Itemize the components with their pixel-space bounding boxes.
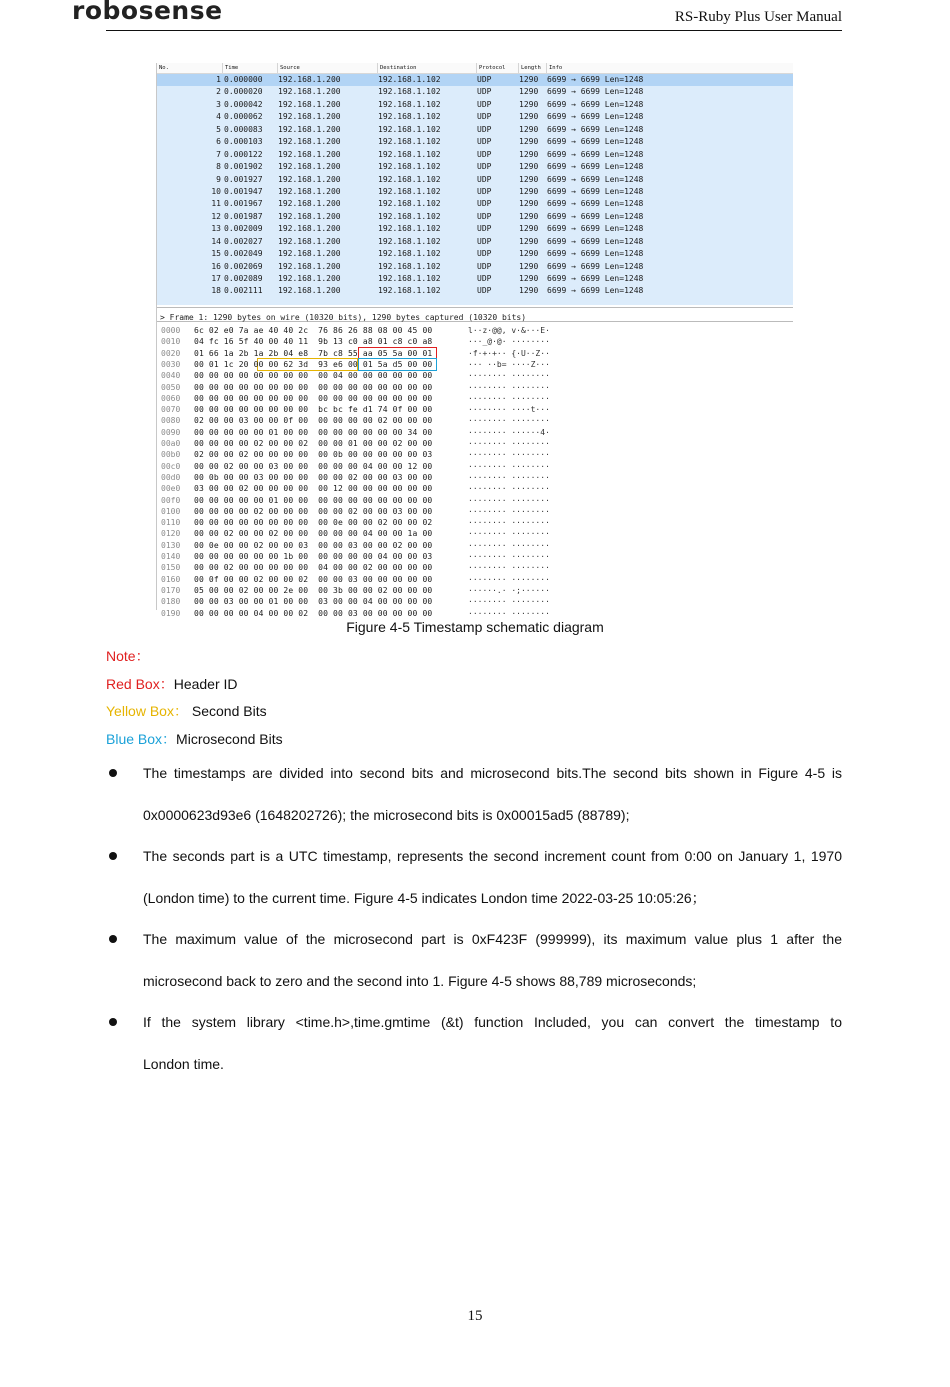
hex-offset: 0050 [161,382,181,392]
hex-ascii: ········ ········ [468,472,550,482]
bullet-line: The maximum value of the microsecond part is 0xF423F (999999), its maximum value plus 1 after the [143,931,842,947]
packet-protocol: UDP [477,149,492,159]
packet-destination: 192.168.1.102 [378,99,441,109]
packet-destination: 192.168.1.102 [378,211,441,221]
packet-info: 6699 → 6699 Len=1248 [547,112,644,122]
hex-ascii: ········ ········ [468,495,550,505]
figure-caption: Figure 4-5 Timestamp schematic diagram [346,619,604,635]
hex-bytes: 00 0e 00 00 02 00 00 03 00 00 03 00 00 02 00 00 [194,540,433,550]
packet-source: 192.168.1.200 [278,99,341,109]
column-header-destination: Destination [378,63,477,73]
hex-offset: 0060 [161,393,181,403]
bullet-line: 0x0000623d93e6 (1648202726); the microsecond bits is 0x00015ad5 (88789); [143,807,630,823]
packet-source: 192.168.1.200 [278,149,341,159]
hex-ascii: l··z·@@, v·&···E· [468,326,550,335]
packet-no: 15 [211,249,221,259]
hex-row [157,551,793,562]
hex-offset: 0090 [161,427,181,437]
hex-ascii: ········ ········ [468,461,550,471]
note-blue-box [106,730,283,748]
packet-source: 192.168.1.200 [278,286,341,296]
note-yellow-box [106,702,267,720]
hex-bytes: 00 00 00 00 02 00 00 00 00 00 02 00 00 03 00 00 [194,506,433,516]
packet-protocol: UDP [477,112,492,122]
packet-no: 18 [211,286,221,296]
packet-length: 1290 [519,274,539,283]
packet-protocol: UDP [477,211,492,221]
packet-source: 192.168.1.200 [278,186,341,196]
packet-row[interactable] [157,136,793,148]
packet-time: 0.000042 [224,99,263,109]
hex-ascii: ··· ··b= ····Z··· [468,359,550,369]
hex-row [157,528,793,539]
note-yellow-label: Yellow Box： [106,703,188,719]
hex-offset: 0020 [161,348,181,358]
hex-row [157,370,793,381]
packet-destination: 192.168.1.102 [378,174,441,184]
packet-info: 6699 → 6699 Len=1248 [547,199,644,209]
packet-no: 14 [211,236,221,246]
packet-length: 1290 [519,186,539,196]
hex-row [157,562,793,573]
packet-destination: 192.168.1.102 [378,87,441,97]
bullet-line: The seconds part is a UTC timestamp, represents the second increment count from 0:00 on January 1, 1970 [143,848,842,864]
packet-time: 0.001967 [224,199,263,209]
hex-offset: 0080 [161,416,181,426]
hex-bytes: 00 00 00 00 00 00 00 00 bc bc fe d1 74 0f 00 00 [194,405,433,415]
hex-bytes: 00 0f 00 00 02 00 00 02 00 00 03 00 00 00 00 00 [194,574,433,584]
hex-ascii: ········ ········ [468,574,550,584]
packet-row[interactable] [157,124,793,136]
packet-no: 2 [216,87,221,97]
packet-no: 17 [211,274,221,283]
packet-protocol: UDP [477,75,492,84]
packet-row[interactable] [157,86,793,98]
note-blue-text: Microsecond Bits [176,731,283,747]
packet-time: 0.001947 [224,186,263,196]
hex-bytes: 00 00 00 00 00 00 1b 00 00 00 00 00 04 00 00 03 [194,552,433,561]
packet-source: 192.168.1.200 [278,75,341,84]
hex-offset: 0030 [161,359,181,369]
hex-row [157,596,793,607]
packet-destination: 192.168.1.102 [378,112,441,122]
packet-length: 1290 [519,87,539,97]
packet-no: 11 [211,199,221,209]
packet-length: 1290 [519,224,539,234]
robosense-logo: robosense [72,0,223,25]
hex-bytes: 04 fc 16 5f 40 00 40 11 9b 13 c0 a8 01 c8 c0 a8 [194,337,433,347]
hex-bytes: 6c 02 e0 7a ae 40 40 2c 76 86 26 88 08 00 45 00 [194,326,433,335]
packet-info: 6699 → 6699 Len=1248 [547,286,644,296]
hex-ascii: ········ ········ [468,608,550,618]
packet-info: 6699 → 6699 Len=1248 [547,87,644,97]
hex-ascii: ········ ········ [468,416,550,426]
hex-offset: 0120 [161,529,181,539]
hex-offset: 0180 [161,597,181,607]
hex-ascii: ········ ········ [468,552,550,561]
hex-bytes: 00 00 02 00 00 00 00 00 04 00 00 02 00 00 00 00 [194,563,433,573]
packet-length: 1290 [519,75,539,84]
packet-destination: 192.168.1.102 [378,224,441,234]
packet-length: 1290 [519,261,539,271]
packet-source: 192.168.1.200 [278,261,341,271]
hex-offset: 00d0 [161,472,181,482]
packet-protocol: UDP [477,174,492,184]
hex-row [157,348,793,359]
packet-no: 13 [211,224,221,234]
packet-protocol: UDP [477,137,492,147]
packet-protocol: UDP [477,162,492,172]
packet-info: 6699 → 6699 Len=1248 [547,186,644,196]
packet-length: 1290 [519,174,539,184]
wireshark-capture-figure [156,63,793,618]
hex-offset: 0040 [161,371,181,381]
packet-row[interactable] [157,261,793,273]
packet-destination: 192.168.1.102 [378,236,441,246]
hex-row [157,359,793,370]
packet-row[interactable] [157,174,793,186]
packet-no: 4 [216,112,221,122]
packet-no: 8 [216,162,221,172]
packet-row[interactable] [157,236,793,248]
packet-time: 0.000020 [224,87,263,97]
packet-row[interactable] [157,211,793,223]
packet-time: 0.000062 [224,112,263,122]
packet-destination: 192.168.1.102 [378,274,441,283]
packet-source: 192.168.1.200 [278,112,341,122]
packet-time: 0.000083 [224,124,263,134]
hex-ascii: ········ ········ [468,597,550,607]
hex-bytes: 00 00 00 00 00 00 00 00 00 0e 00 00 02 00 00 02 [194,518,433,528]
hex-offset: 00c0 [161,461,181,471]
column-header-time: Time [223,63,278,73]
packet-row[interactable] [157,198,793,210]
packet-source: 192.168.1.200 [278,236,341,246]
packet-time: 0.000122 [224,149,263,159]
hex-offset: 0150 [161,563,181,573]
packet-source: 192.168.1.200 [278,199,341,209]
hex-bytes: 00 00 00 00 02 00 00 02 00 00 01 00 00 02 00 00 [194,439,433,448]
packet-time: 0.002089 [224,274,263,283]
note-title: Note： [106,648,150,664]
bullet-line: The timestamps are divided into second bits and microsecond bits.The second bits shown in Figure 4-5 is [143,765,842,781]
packet-info: 6699 → 6699 Len=1248 [547,236,644,246]
packet-source: 192.168.1.200 [278,162,341,172]
hex-ascii: ········ ········ [468,529,550,539]
packet-no: 1 [216,75,221,84]
packet-protocol: UDP [477,87,492,97]
bullet-dot-icon [109,935,117,943]
packet-info: 6699 → 6699 Len=1248 [547,174,644,184]
packet-length: 1290 [519,286,539,296]
packet-length: 1290 [519,99,539,109]
packet-no: 7 [216,149,221,159]
hex-ascii: ···_@·@· ········ [468,337,550,347]
note-red-box [106,675,238,693]
packet-time: 0.002049 [224,249,263,259]
packet-time: 0.001902 [224,162,263,172]
hex-offset: 00e0 [161,484,181,494]
column-header-source: Source [278,63,378,73]
packet-length: 1290 [519,236,539,246]
note-blue-label: Blue Box： [106,731,177,747]
hex-offset: 0190 [161,608,181,618]
packet-info: 6699 → 6699 Len=1248 [547,261,644,271]
column-header-no: No. [157,63,223,73]
hex-bytes: 00 00 00 00 04 00 00 02 00 00 03 00 00 00 00 00 [194,608,433,618]
packet-row[interactable] [157,186,793,198]
hex-bytes: 00 0b 00 00 03 00 00 00 00 00 02 00 00 03 00 00 [194,472,433,482]
hex-offset: 0000 [161,326,181,335]
hex-offset: 0010 [161,337,181,347]
hex-row [157,461,793,472]
hex-offset: 0070 [161,405,181,415]
packet-info: 6699 → 6699 Len=1248 [547,211,644,221]
packet-length: 1290 [519,199,539,209]
hex-bytes: 00 00 02 00 00 02 00 00 00 00 00 04 00 00 1a 00 [194,529,433,539]
packet-source: 192.168.1.200 [278,174,341,184]
hex-bytes: 05 00 00 02 00 00 2e 00 00 3b 00 00 02 00 00 00 [194,585,433,595]
packet-time: 0.001927 [224,174,263,184]
packet-row[interactable] [157,99,793,111]
packet-no: 6 [216,137,221,147]
hex-row [157,608,793,619]
bullet-line: If the system library <time.h>,time.gmtime (&t) function Included, you can convert the timestamp to [143,1014,842,1030]
page-number: 15 [467,1308,483,1324]
hex-ascii: ······.· ·;······ [468,585,550,595]
hex-row [157,449,793,460]
packet-no: 12 [211,211,221,221]
note-red-label: Red Box： [106,676,174,692]
packet-length: 1290 [519,249,539,259]
packet-source: 192.168.1.200 [278,274,341,283]
bullet-line: (London time) to the current time. Figure 4-5 indicates London time 2022-03-25 10:05:26； [143,890,706,906]
packet-info: 6699 → 6699 Len=1248 [547,99,644,109]
hex-ascii: ········ ········ [468,450,550,460]
hex-bytes: 02 00 00 03 00 00 0f 00 00 00 00 00 02 00 00 00 [194,416,433,426]
packet-length: 1290 [519,112,539,122]
packet-time: 0.002009 [224,224,263,234]
hex-offset: 0140 [161,552,181,561]
bullet-line: London time. [143,1056,224,1072]
hex-offset: 0110 [161,518,181,528]
packet-destination: 192.168.1.102 [378,137,441,147]
hex-ascii: ········ ········ [468,371,550,381]
column-header-protocol: Protocol [477,63,519,73]
packet-info: 6699 → 6699 Len=1248 [547,224,644,234]
hex-row [157,382,793,393]
packet-list [157,74,793,305]
hex-offset: 0170 [161,585,181,595]
packet-row[interactable] [157,285,793,297]
packet-length: 1290 [519,211,539,221]
hex-bytes: 02 00 00 02 00 00 00 00 00 0b 00 00 00 00 00 03 [194,450,433,460]
packet-source: 192.168.1.200 [278,87,341,97]
packet-protocol: UDP [477,249,492,259]
packet-destination: 192.168.1.102 [378,199,441,209]
hex-ascii: ········ ········ [468,518,550,528]
hex-dump-pane [157,322,793,618]
packet-protocol: UDP [477,286,492,296]
packet-length: 1290 [519,149,539,159]
packet-detail-line: > Frame 1: 1290 bytes on wire (10320 bits), 1290 bytes captured (10320 bits) [157,307,793,322]
packet-source: 192.168.1.200 [278,249,341,259]
packet-row[interactable] [157,149,793,161]
hex-ascii: ········ ······4· [468,427,550,437]
hex-offset: 00b0 [161,450,181,460]
hex-row [157,574,793,585]
packet-row[interactable] [157,223,793,235]
packet-no: 3 [216,99,221,109]
packet-time: 0.000000 [224,75,263,84]
hex-ascii: ········ ········ [468,506,550,516]
hex-row [157,495,793,506]
packet-time: 0.001987 [224,211,263,221]
hex-offset: 0130 [161,540,181,550]
packet-no: 16 [211,261,221,271]
packet-length: 1290 [519,162,539,172]
packet-info: 6699 → 6699 Len=1248 [547,249,644,259]
hex-bytes: 00 00 00 00 00 00 00 00 00 00 00 00 00 00 00 00 [194,382,433,392]
hex-bytes: 00 00 03 00 00 01 00 00 03 00 00 04 00 00 00 00 [194,597,433,607]
hex-ascii: ········ ········ [468,393,550,403]
hex-ascii: ········ ········ [468,540,550,550]
packet-time: 0.002111 [224,286,263,296]
packet-destination: 192.168.1.102 [378,186,441,196]
column-header-info: Info [549,65,563,71]
hex-bytes: 00 00 00 00 00 01 00 00 00 00 00 00 00 00 00 00 [194,495,433,505]
packet-info: 6699 → 6699 Len=1248 [547,162,644,172]
packet-protocol: UDP [477,186,492,196]
hex-row [157,404,793,415]
bullet-line: microsecond back to zero and the second into 1. Figure 4-5 shows 88,789 microseconds; [143,973,697,989]
packet-info: 6699 → 6699 Len=1248 [547,137,644,147]
hex-row [157,336,793,347]
hex-ascii: ········ ····t··· [468,405,550,415]
hex-row [157,483,793,494]
packet-no: 5 [216,124,221,134]
packet-protocol: UDP [477,224,492,234]
hex-offset: 00a0 [161,439,181,448]
hex-row [157,325,793,336]
packet-no: 9 [216,174,221,184]
hex-ascii: ········ ········ [468,563,550,573]
packet-time: 0.002069 [224,261,263,271]
hex-offset: 00f0 [161,495,181,505]
hex-bytes: 00 01 1c 20 00 00 62 3d 93 e6 00 01 5a d5 00 00 [194,359,433,369]
packet-row[interactable] [157,248,793,260]
hex-ascii: ········ ········ [468,484,550,494]
hex-ascii: ·f·+·+·· {·U··Z·· [468,348,550,358]
packet-source: 192.168.1.200 [278,124,341,134]
hex-ascii: ········ ········ [468,382,550,392]
hex-row [157,393,793,404]
bullet-dot-icon [109,769,117,777]
packet-protocol: UDP [477,274,492,283]
packet-protocol: UDP [477,99,492,109]
document-title: RS-Ruby Plus User Manual [674,9,842,25]
hex-bytes: 01 66 1a 2b 1a 2b 04 e8 7b c8 55 aa 05 5a 00 01 [194,348,433,358]
packet-destination: 192.168.1.102 [378,286,441,296]
packet-time: 0.000103 [224,137,263,147]
packet-destination: 192.168.1.102 [378,162,441,172]
packet-destination: 192.168.1.102 [378,124,441,134]
packet-destination: 192.168.1.102 [378,249,441,259]
hex-ascii: ········ ········ [468,439,550,448]
packet-source: 192.168.1.200 [278,224,341,234]
packet-source: 192.168.1.200 [278,211,341,221]
packet-info: 6699 → 6699 Len=1248 [547,274,644,283]
hex-row [157,438,793,449]
packet-destination: 192.168.1.102 [378,149,441,159]
bullet-dot-icon [109,1018,117,1026]
header-divider [106,30,842,31]
packet-length: 1290 [519,124,539,134]
hex-row [157,472,793,483]
hex-row [157,517,793,528]
bullet-dot-icon [109,852,117,860]
hex-row [157,415,793,426]
packet-protocol: UDP [477,124,492,134]
column-header-length: Length [519,63,547,73]
packet-list-header [157,63,793,74]
hex-bytes: 00 00 00 00 00 01 00 00 00 00 00 00 00 00 34 00 [194,427,433,437]
packet-protocol: UDP [477,199,492,209]
hex-bytes: 00 00 02 00 00 03 00 00 00 00 00 04 00 00 12 00 [194,461,433,471]
note-yellow-text: Second Bits [187,703,267,719]
hex-bytes: 00 00 00 00 00 00 00 00 00 00 00 00 00 00 00 00 [194,393,433,403]
hex-offset: 0100 [161,506,181,516]
packet-destination: 192.168.1.102 [378,261,441,271]
hex-row [157,427,793,438]
packet-source: 192.168.1.200 [278,137,341,147]
note-red-text: Header ID [173,676,238,692]
packet-info: 6699 → 6699 Len=1248 [547,149,644,159]
packet-row[interactable] [157,161,793,173]
hex-row [157,585,793,596]
hex-bytes: 00 00 00 00 00 00 00 00 00 04 00 00 00 00 00 00 [194,371,433,381]
packet-protocol: UDP [477,236,492,246]
packet-row[interactable] [157,273,793,285]
packet-row[interactable] [157,74,793,86]
packet-no: 10 [211,186,221,196]
hex-offset: 0160 [161,574,181,584]
packet-destination: 192.168.1.102 [378,75,441,84]
packet-protocol: UDP [477,261,492,271]
packet-time: 0.002027 [224,236,263,246]
packet-row[interactable] [157,111,793,123]
hex-bytes: 03 00 00 02 00 00 00 00 00 12 00 00 00 00 00 00 [194,484,433,494]
packet-length: 1290 [519,137,539,147]
hex-row [157,540,793,551]
hex-row [157,506,793,517]
packet-info: 6699 → 6699 Len=1248 [547,124,644,134]
packet-info: 6699 → 6699 Len=1248 [547,75,644,84]
